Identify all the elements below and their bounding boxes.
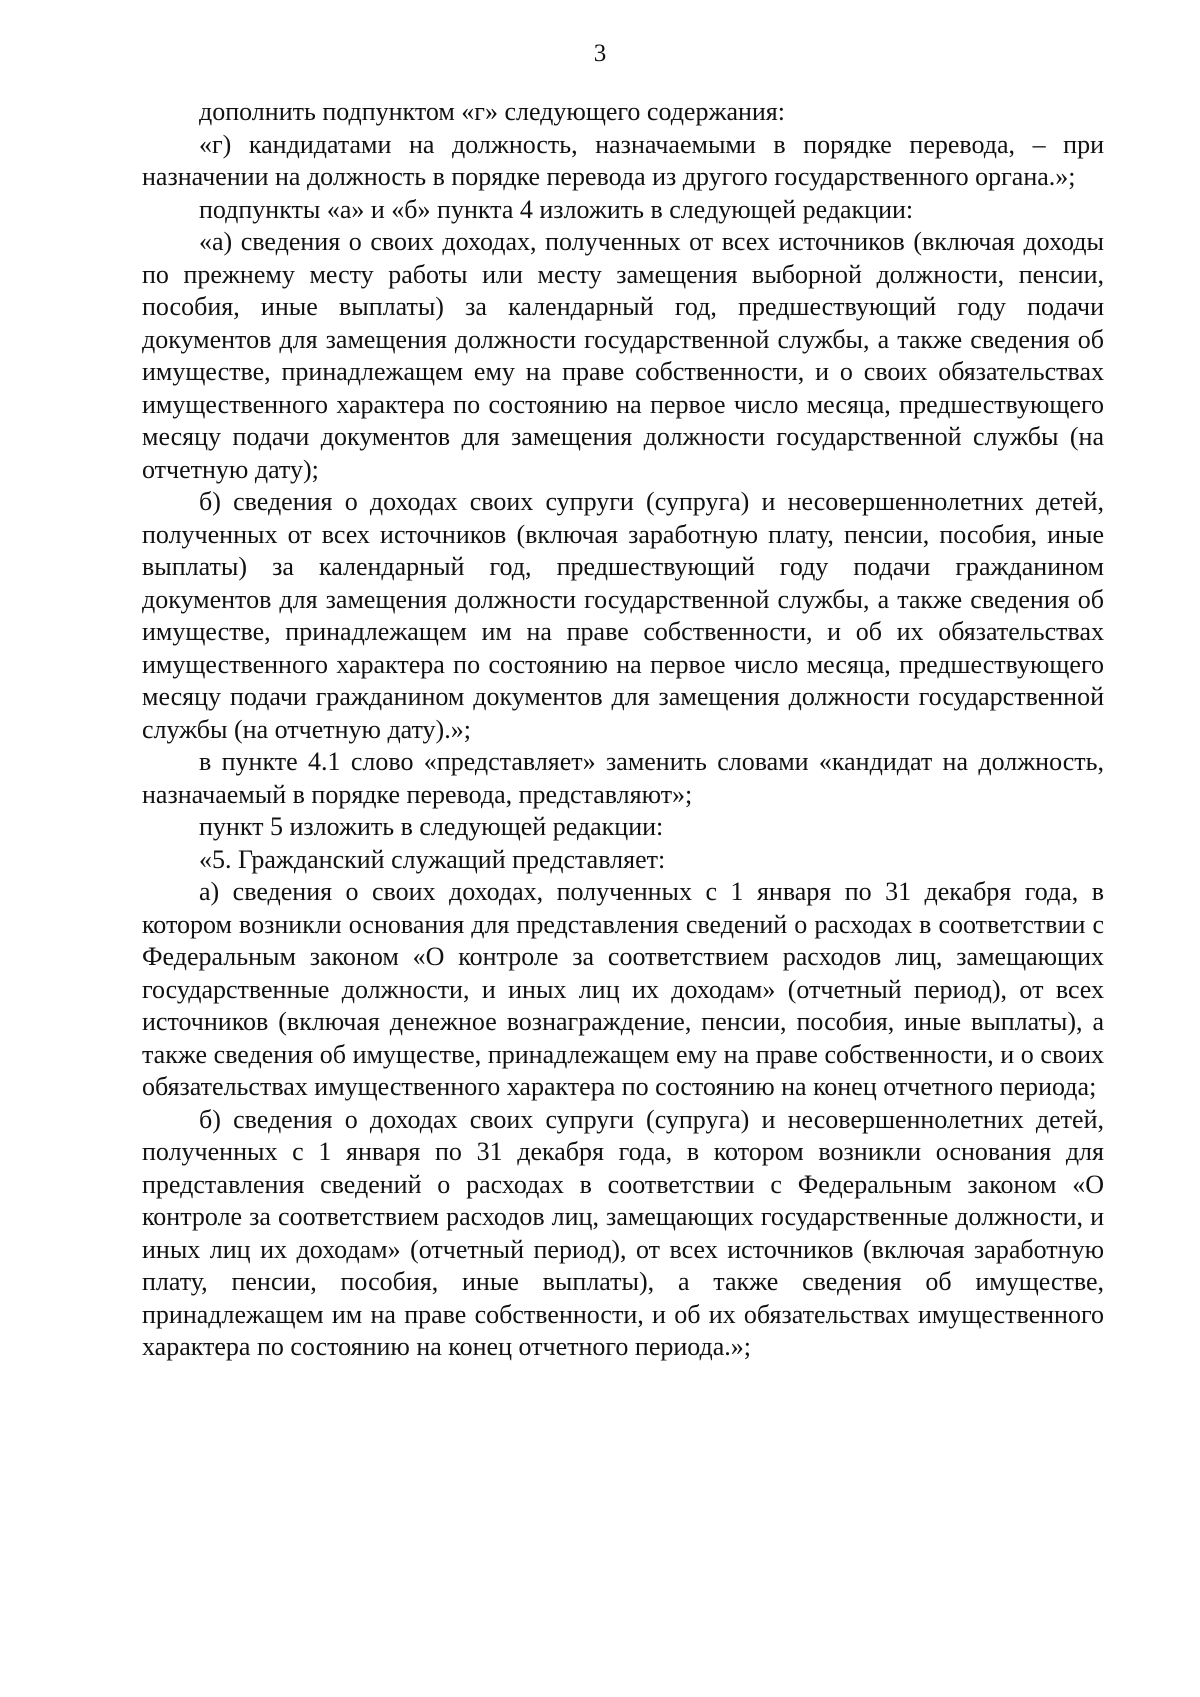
paragraph: б) сведения о доходах своих супруги (супруга) и несовершеннолетних детей, полученных с 1 января по 31 декабря года, в котором возникли основания для представления сведений о расходах в соответствии с Федеральным законом «О контроле за соответствием расходов лиц, замещающих государственные должности, и иных лиц их доходам» (отчетный период), от всех источников (включая заработную плату, пенсии, пособия, иные выплаты), а также сведения об имуществе, принадлежащем им на праве собственности, и об их обязательствах имущественного характера по состоянию на конец отчетного периода.»; bbox=[142, 1104, 1104, 1361]
paragraph: в пункте 4.1 слово «представляет» заменить словами «кандидат на должность, назначаемый в порядке перевода, представляют»; bbox=[142, 747, 1104, 809]
paragraph: дополнить подпунктом «г» следующего содержания: bbox=[199, 97, 785, 126]
paragraph: «а) сведения о своих доходах, полученных от всех источников (включая доходы по прежнему месту работы или месту замещения выборной должности, пенсии, пособия, иные выплаты) за календарный год, предшествующий году подачи документов для замещения должности государственной службы, а также сведения об имуществе, принадлежащем ему на праве собственности, и о своих обязательствах имущественного характера по состоянию на первое число месяца, предшествующего месяцу подачи документов для замещения должности государственной службы (на отчетную дату); bbox=[142, 227, 1104, 484]
document-body bbox=[142, 96, 1104, 1364]
paragraph: б) сведения о доходах своих супруги (супруга) и несовершеннолетних детей, полученных от всех источников (включая заработную плату, пенсии, пособия, иные выплаты) за календарный год, предшествующий году подачи гражданином документов для замещения должности государственной службы, а также сведения об имуществе, принадлежащем им на праве собственности, и об их обязательствах имущественного характера по состоянию на первое число месяца, предшествующего месяцу подачи гражданином документов для замещения должности государственной службы (на отчетную дату).»; bbox=[142, 487, 1104, 744]
paragraph: «г) кандидатами на должность, назначаемыми в порядке перевода, – при назначении на должность в порядке перевода из другого государственного органа.»; bbox=[142, 129, 1104, 191]
paragraph: пункт 5 изложить в следующей редакции: bbox=[199, 812, 664, 841]
paragraph: а) сведения о своих доходах, полученных с 1 января по 31 декабря года, в котором возникли основания для представления сведений о расходах в соответствии с Федеральным законом «О контроле за соответствием расходов лиц, замещающих государственные должности, и иных лиц их доходам» (отчетный период), от всех источников (включая денежное вознаграждение, пенсии, пособия, иные выплаты), а также сведения об имуществе, принадлежащем ему на праве собственности, и о своих обязательствах имущественного характера по состоянию на конец отчетного периода; bbox=[142, 877, 1104, 1101]
paragraph: «5. Гражданский служащий представляет: bbox=[199, 844, 666, 874]
page-number: 3 bbox=[593, 40, 607, 67]
paragraph: подпункты «а» и «б» пункта 4 изложить в следующей редакции: bbox=[199, 194, 914, 224]
